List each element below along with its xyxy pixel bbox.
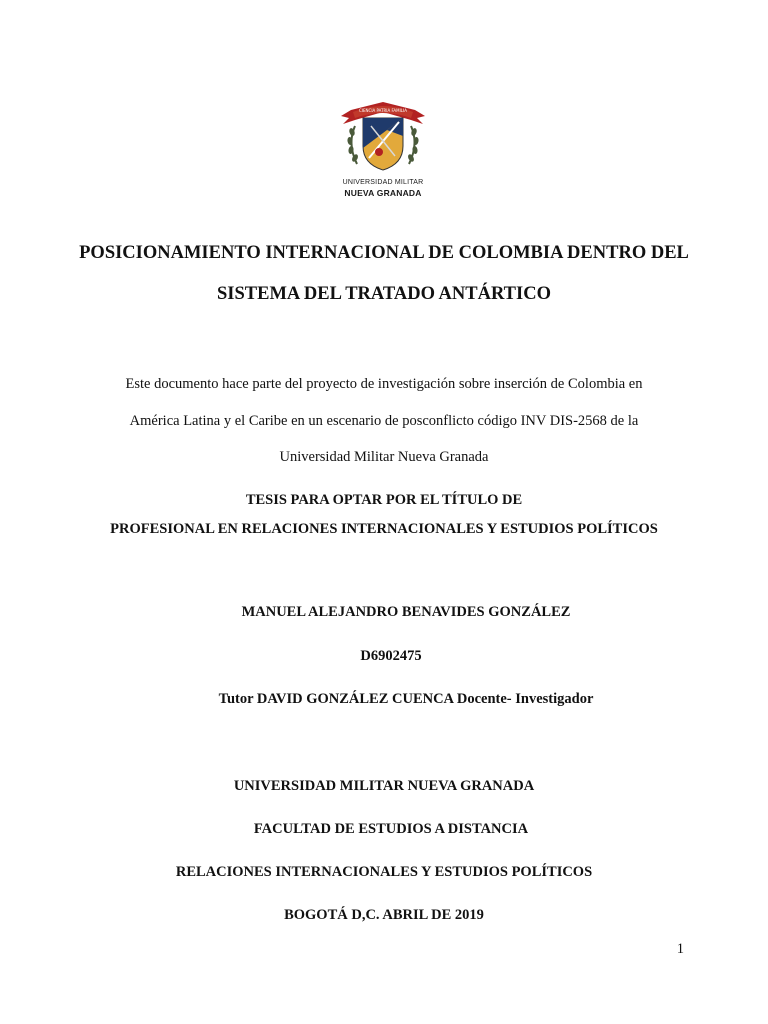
- document-date: BOGOTÁ D,C. ABRIL DE 2019: [284, 907, 484, 923]
- university-seal-icon: [337, 96, 429, 176]
- tutor-line: Tutor DAVID GONZÁLEZ CUENCA Docente- Investigador: [218, 691, 594, 707]
- faculty-name: FACULTAD DE ESTUDIOS A DISTANCIA: [253, 821, 529, 837]
- svg-text:CIENCIA PATRIA FAMILIA: CIENCIA PATRIA FAMILIA: [359, 108, 407, 113]
- logo-institution-line2: NUEVA GRANADA: [344, 188, 422, 198]
- logo-institution-line1: UNIVERSIDAD MILITAR: [342, 179, 424, 186]
- document-title-line2: SISTEMA DEL TRATADO ANTÁRTICO: [217, 284, 551, 304]
- description-line3: Universidad Militar Nueva Granada: [279, 449, 489, 465]
- student-code: D6902475: [360, 648, 422, 664]
- document-title-line1: POSICIONAMIENTO INTERNACIONAL DE COLOMBIA DENTRO DEL: [79, 243, 689, 263]
- university-name: UNIVERSIDAD MILITAR NUEVA GRANADA: [233, 778, 535, 794]
- thesis-purpose-line2: PROFESIONAL EN RELACIONES INTERNACIONALES Y ESTUDIOS POLÍTICOS: [110, 521, 658, 537]
- university-logo: [337, 96, 429, 202]
- author-name: MANUEL ALEJANDRO BENAVIDES GONZÁLEZ: [241, 604, 571, 620]
- description-line2: América Latina y el Caribe en un escenario de posconflicto código INV DIS-2568 de la: [129, 413, 639, 429]
- program-name: RELACIONES INTERNACIONALES Y ESTUDIOS POLÍTICOS: [175, 864, 593, 880]
- thesis-purpose-line1: TESIS PARA OPTAR POR EL TÍTULO DE: [245, 492, 523, 508]
- description-line1: Este documento hace parte del proyecto de investigación sobre inserción de Colombia en: [125, 376, 643, 392]
- page-number: 1: [676, 941, 684, 957]
